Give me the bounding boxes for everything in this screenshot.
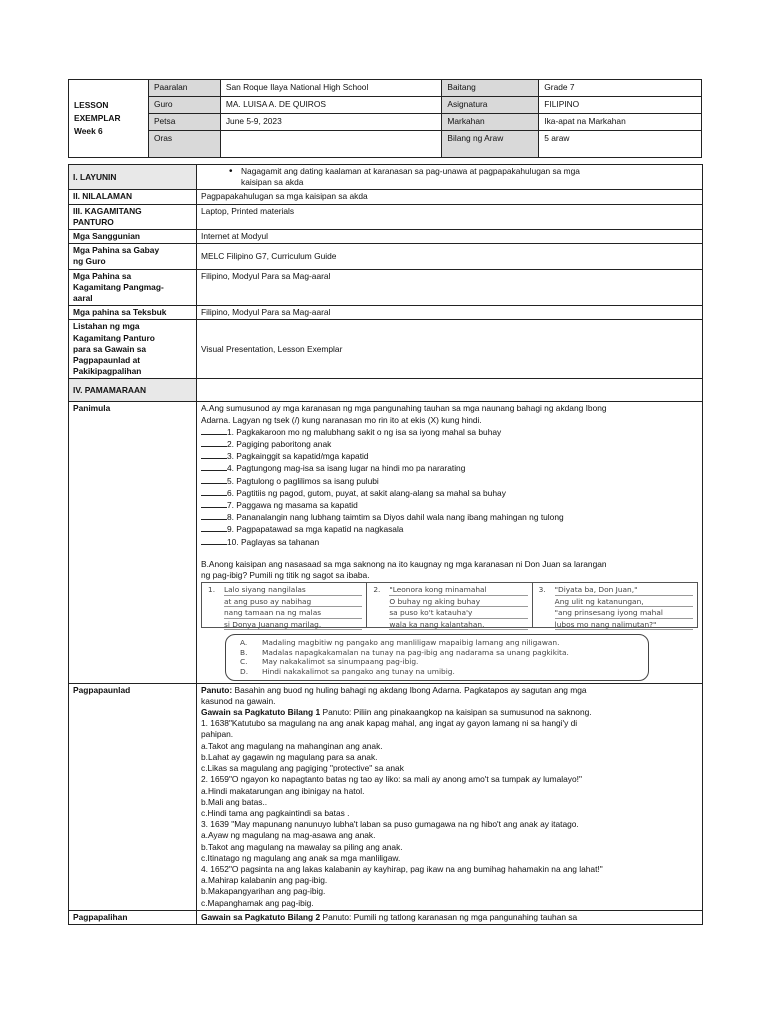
panimula-intro-2: Adarna. Lagyan ng tsek (/) kung naranasan mo rin ito at ekis (X) kung hindi.: [201, 414, 482, 425]
pagpapaunlad-lines: [201, 718, 698, 908]
saknong-line: "ang prinsesang iyong mahal: [555, 608, 693, 618]
saknong-number: 1.: [208, 585, 216, 595]
listahan-label: [69, 320, 197, 379]
saknong-number: 2.: [373, 585, 381, 595]
option-text: May nakakalimot sa sinumpaang pag-ibig.: [262, 657, 419, 667]
pagpapaunlad-line: c.Hindi tama ang pagkaintindi sa batas .: [201, 807, 350, 818]
panimula-items: [201, 426, 698, 548]
pagpapaunlad-label: Pagpapaunlad: [69, 683, 197, 910]
checklist-item-text: 4. Pagtungong mag-isa sa isang lugar na hindi mo pa nararating: [227, 463, 466, 474]
kagamitang-label-1: III. KAGAMITANG: [73, 205, 142, 216]
answer-blank: [201, 523, 227, 532]
answer-blank: [201, 487, 227, 496]
panimula-intro-1: A.Ang sumusunod ay mga karanasan ng mga pangunahing tauhan sa mga naunang bahagi ng akdang Ibong: [201, 403, 607, 414]
pagpapaunlad-line: b.Takot ang magulang na mawalay sa piling ang anak.: [201, 841, 403, 852]
pagpapaunlad-line: 2. 1659"O ngayon ko napagtanto batas ng tao ay liko: sa mali ay anong amo't sa tumpak ay lumalayo!": [201, 774, 582, 785]
saknong-1: [202, 583, 367, 627]
option-item: [240, 667, 640, 677]
checklist-item-text: 1. Pagkakaroon mo ng malubhang sakit o ng isa sa iyong mahal sa buhay: [227, 426, 502, 437]
layunin-label: I. LAYUNIN: [69, 165, 197, 190]
kagamitang-label-2: PANTURO: [73, 216, 114, 227]
checklist-item-text: 10. Paglayas sa tahanan: [227, 536, 320, 547]
pagpapaunlad-line: a.Hindi makatarungan ang ibinigay na hatol.: [201, 785, 365, 796]
pagpapaunlad-line: b.Mali ang batas..: [201, 796, 268, 807]
saknong-line: "Leonora kong minamahal: [389, 585, 527, 595]
checklist-item-text: 2. Pagiging paboritong anak: [227, 439, 332, 450]
pagpapaunlad-line: b.Makapangyarihan ang pag-ibig.: [201, 886, 326, 897]
saknong-line: "Diyata ba, Don Juan,": [555, 585, 693, 595]
listahan-label-5: Pakikipagpalihan: [73, 366, 142, 377]
saknong-3: [533, 583, 697, 627]
listahan-label-3: para sa Gawain sa: [73, 343, 147, 354]
checklist-item: [201, 462, 698, 474]
listahan-label-2: Kagamitang Panturo: [73, 332, 155, 343]
checklist-item: [201, 438, 698, 450]
options-box: [225, 634, 649, 680]
answer-blank: [201, 475, 227, 484]
gabay-label-2: ng Guro: [73, 256, 106, 267]
saknong-box: [201, 582, 698, 628]
guro-label: Guro: [148, 97, 220, 114]
sanggunian-label: Mga Sanggunian: [69, 230, 197, 244]
markahan-value: Ika-apat na Markahan: [539, 114, 702, 131]
paaralan-value: San Roque Ilaya National High School: [220, 80, 442, 97]
bilang-label: Bilang ng Araw: [442, 131, 539, 158]
gawain-1-label: Gawain sa Pagkatuto Bilang 1: [201, 707, 321, 718]
pagpapaunlad-line: c.Mapanghamak ang pag-ibig.: [201, 897, 314, 908]
panuto-text-2: kasunod na gawain.: [201, 695, 276, 706]
answer-blank: [201, 450, 227, 459]
option-text: Madalas napagkakamalan na tunay na pag-ibig ang nadarama sa unang pagkikita.: [262, 647, 569, 657]
kagamitang-text: Laptop, Printed materials: [197, 204, 703, 229]
answer-blank: [201, 426, 227, 435]
answer-blank: [201, 438, 227, 447]
pangmag-label-2: Kagamitang Pangmag-: [73, 281, 164, 292]
spacer: [201, 548, 698, 559]
checklist-item-text: 3. Pagkainggit sa kapatid/mga kapatid: [227, 451, 369, 462]
gabay-label-1: Mga Pahina sa Gabay: [73, 245, 160, 256]
saknong-line: sa puso ko't katauha'y: [389, 608, 527, 618]
listahan-text: Visual Presentation, Lesson Exemplar: [197, 320, 703, 379]
checklist-item: [201, 487, 698, 499]
saknong-line: O buhay ng aking buhay: [389, 597, 527, 607]
pangmag-label-3: aaral: [73, 293, 93, 304]
pagpapaunlad-line: a.Ayaw ng magulang na mag-asawa ang anak.: [201, 830, 376, 841]
pagpapaunlad-line: c.Itinatago ng magulang ang anak sa mga manliligaw.: [201, 852, 401, 863]
pagpapaunlad-line: 3. 1639 "May mapunang nanunuyo lubha't laban sa puso gumagawa na ng hibo't ang anak ay itatago.: [201, 819, 579, 830]
oras-label: Oras: [148, 131, 220, 158]
pagpapaunlad-line: pahipan.: [201, 729, 234, 740]
checklist-item: [201, 523, 698, 535]
saknong-line: si Donya Juanang marilag.: [224, 620, 362, 630]
pamamaraan-label: IV. PAMAMARAAN: [69, 379, 197, 402]
saknong-line: Lalo siyang nangilalas: [224, 585, 362, 595]
pagpapaunlad-panuto: [201, 685, 698, 696]
gabay-text: MELC Filipino G7, Curriculum Guide: [197, 244, 703, 269]
listahan-label-4: Pagpapaunlad at: [73, 355, 141, 366]
kagamitang-label: [69, 204, 197, 229]
pagpapaunlad-line: a.Mahirap kalabanin ang pag-ibig.: [201, 875, 328, 886]
asignatura-label: Asignatura: [442, 97, 539, 114]
pangmag-label-1: Mga Pahina sa: [73, 270, 132, 281]
checklist-item-text: 7. Paggawa ng masama sa kapatid: [227, 500, 358, 511]
paaralan-label: Paaralan: [148, 80, 220, 97]
teksbuk-label: Mga pahina sa Teksbuk: [69, 306, 197, 320]
guro-value: MA. LUISA A. DE QUIROS: [220, 97, 442, 114]
option-item: [240, 657, 640, 667]
lesson-table: [68, 164, 703, 925]
checklist-item-text: 6. Pagtitiis ng pagod, gutom, puyat, at sakit alang-alang sa mahal sa buhay: [227, 487, 506, 498]
pangmag-text: Filipino, Modyul Para sa Mag-aaral: [197, 269, 703, 306]
pagpapaunlad-line: 4. 1652"O pagsinta na ang lakas kalabanin ay kayhirap, pag ikaw na ang bumihag hahamakin na ang lahat!": [201, 863, 603, 874]
checklist-item: [201, 511, 698, 523]
gawain-1: [201, 707, 698, 718]
option-letter: C.: [240, 657, 248, 667]
option-letter: A.: [240, 638, 248, 648]
baitang-label: Baitang: [442, 80, 539, 97]
option-item: [240, 638, 640, 648]
lesson-label-2: EXEMPLAR: [74, 113, 121, 123]
petsa-value: June 5-9, 2023: [220, 114, 442, 131]
answer-blank: [201, 511, 227, 520]
pagpapaunlad-line: c.Likas sa magulang ang pagiging "protective" sa anak: [201, 763, 404, 774]
layunin-line-1: • Nagagamit ang dating kaalaman at karanasan sa pag-unawa at pagpapakahulugan sa mga: [223, 166, 698, 177]
checklist-item: [201, 450, 698, 462]
layunin-text: [197, 165, 703, 190]
pangmag-label: [69, 269, 197, 306]
panimula-content: [197, 402, 703, 683]
petsa-label: Petsa: [148, 114, 220, 131]
option-letter: B.: [240, 647, 248, 657]
option-letter: D.: [240, 667, 249, 677]
panuto-text: Basahin ang buod ng huling bahagi ng akdang Ibong Adarna. Pagkatapos ay sagutan ang mga: [234, 684, 587, 695]
option-text: Hindi nakakalimot sa pangako ang tunay na umibig.: [262, 667, 455, 677]
pagpapaunlad-content: [197, 683, 703, 910]
gabay-label: [69, 244, 197, 269]
pagpapaunlad-line: b.Lahat ay gagawin ng magulang para sa anak.: [201, 751, 378, 762]
saknong-number: 3.: [538, 585, 546, 595]
option-text: Madaling magbitiw ng pangako ang manliligaw mapaibig lamang ang niligawan.: [262, 638, 560, 648]
baitang-value: Grade 7: [539, 80, 702, 97]
lesson-exemplar-label: [69, 80, 149, 158]
saknong-line: lubos mo nang nalimutan?": [555, 620, 693, 630]
header-table: [68, 79, 702, 158]
checklist-item: [201, 536, 698, 548]
saknong-line: wala ka nang kalantahan.: [389, 620, 527, 630]
gawain-2-label: Gawain sa Pagkatuto Bilang 2: [201, 911, 321, 922]
listahan-label-1: Listahan ng mga: [73, 321, 140, 332]
pagpapalihan-label: Pagpapalihan: [69, 910, 197, 924]
saknong-line: Ang ulit ng katanungan,: [555, 597, 693, 607]
pagpapaunlad-line: a.Takot ang magulang na mahanginan ang anak.: [201, 740, 383, 751]
markahan-label: Markahan: [442, 114, 539, 131]
gawain-2: [201, 912, 698, 923]
answer-blank: [201, 536, 227, 545]
bilang-value: 5 araw: [539, 131, 702, 158]
answer-blank: [201, 462, 227, 471]
nilalaman-text: Pagpapakahulugan sa mga kaisipan sa akda: [197, 190, 703, 204]
panuto-label: Panuto:: [201, 684, 233, 695]
checklist-item: [201, 475, 698, 487]
gawain-2-text: Panuto: Pumili ng tatlong karanasan ng mga pangunahing tauhan sa: [322, 911, 578, 922]
checklist-item-text: 8. Pananalangin nang lubhang taimtim sa Diyos dahil wala nang ibang mahingan ng tulong: [227, 512, 564, 523]
saknong-2: [367, 583, 532, 627]
sanggunian-text: Internet at Modyul: [197, 230, 703, 244]
lesson-label-3: Week 6: [74, 126, 103, 136]
answer-blank: [201, 499, 227, 508]
layunin-row: [69, 165, 703, 190]
layunin-line-2: kaisipan sa akda: [241, 177, 304, 188]
panimula-b-2: ng pag-ibig? Pumili ng titik ng sagot sa ibaba.: [201, 570, 370, 581]
panimula-label: Panimula: [69, 402, 197, 683]
gawain-1-text: Panuto: Piliin ang pinakaangkop na kaisipan sa sumusunod na saknong.: [322, 707, 592, 718]
checklist-item: [201, 426, 698, 438]
asignatura-value: FILIPINO: [539, 97, 702, 114]
pamamaraan-empty: [197, 379, 703, 402]
checklist-item-text: 9. Pagpapatawad sa mga kapatid na nagkasala: [227, 524, 404, 535]
oras-value: [220, 131, 442, 158]
lesson-label-1: LESSON: [74, 100, 109, 110]
teksbuk-text: Filipino, Modyul Para sa Mag-aaral: [197, 306, 703, 320]
pagpapaunlad-line: 1. 1638"Katutubo sa magulang na ang anak kapag mahal, ang ingat ay gayon lamang ni sa hangi'y di: [201, 718, 578, 729]
panimula-b-1: B.Anong kaisipan ang nasasaad sa mga saknong na ito kaugnay ng mga karanasan ni Don Juan sa larangan: [201, 558, 607, 569]
option-item: [240, 648, 640, 658]
saknong-line: nang tamaan na ng malas: [224, 608, 362, 618]
checklist-item-text: 5. Pagtulong o paglilimos sa isang pulubi: [227, 475, 379, 486]
checklist-item: [201, 499, 698, 511]
nilalaman-label: II. NILALAMAN: [69, 190, 197, 204]
pagpapalihan-content: [197, 910, 703, 924]
saknong-line: at ang puso ay nabihag: [224, 597, 362, 607]
